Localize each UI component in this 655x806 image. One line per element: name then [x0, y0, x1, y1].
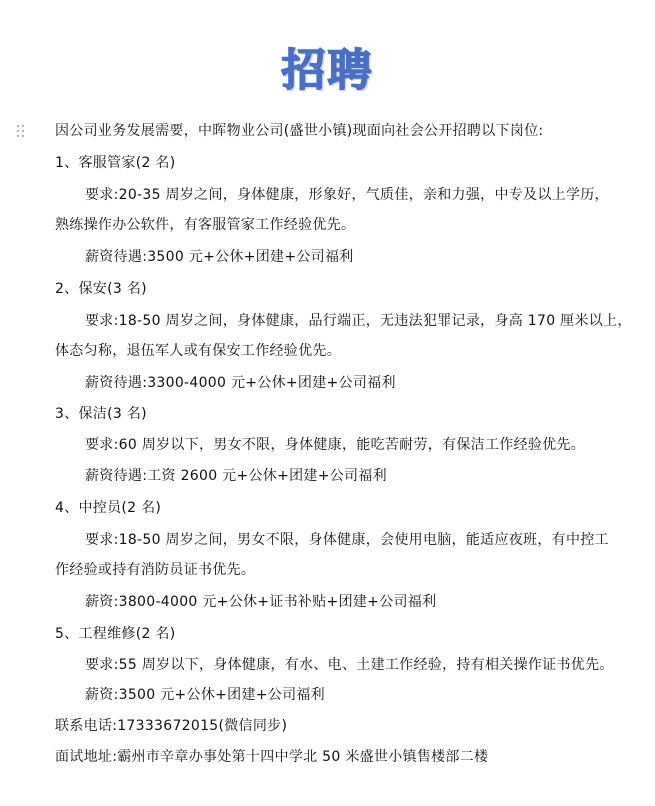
position-salary: 薪资:3800-4000 元+公休+证书补贴+团建+公司福利 — [85, 594, 437, 610]
position-salary: 薪资:3500 元+公休+团建+公司福利 — [85, 687, 325, 703]
position-requirement-cont: 作经验或持有消防员证书优先。 — [55, 562, 256, 578]
page-title: 招聘 — [281, 45, 374, 96]
position-salary: 薪资待遇:3500 元+公休+团建+公司福利 — [85, 249, 354, 265]
position-requirement: 要求:60 周岁以下，男女不限，身体健康，能吃苦耐劳，有保洁工作经验优先。 — [85, 437, 586, 453]
intro-text: 因公司业务发展需要，中晖物业公司(盛世小镇)现面向社会公开招聘以下岗位: — [55, 123, 544, 139]
drag-handle-icon[interactable] — [16, 124, 26, 138]
position-heading: 2、保安(3 名) — [55, 281, 147, 297]
position-requirement: 要求:55 周岁以下，身体健康，有水、电、土建工作经验，持有相关操作证书优先。 — [85, 657, 614, 673]
position-heading: 1、客服管家(2 名) — [55, 155, 176, 171]
interview-address: 面试地址:霸州市辛章办事处第十四中学北 50 米盛世小镇售楼部二楼 — [55, 749, 489, 765]
position-requirement: 要求:18-50 周岁之间，男女不限，身体健康，会使用电脑，能适应夜班，有中控工 — [85, 532, 609, 548]
position-salary: 薪资待遇:工资 2600 元+公休+团建+公司福利 — [85, 468, 387, 484]
position-requirement: 要求:20-35 周岁之间，身体健康，形象好，气质佳，亲和力强，中专及以上学历， — [85, 187, 609, 203]
position-requirement-cont: 体态匀称，退伍军人或有保安工作经验优先。 — [55, 343, 341, 359]
position-salary: 薪资待遇:3300-4000 元+公休+团建+公司福利 — [85, 375, 396, 391]
position-heading: 4、中控员(2 名) — [55, 500, 162, 516]
position-heading: 5、工程维修(2 名) — [55, 626, 176, 642]
contact-phone: 联系电话:17333672015(微信同步) — [55, 718, 288, 734]
position-requirement-cont: 熟练操作办公软件，有客服管家工作经验优先。 — [55, 217, 356, 233]
position-requirement: 要求:18-50 周岁之间，身体健康，品行端正，无违法犯罪记录，身高 170 厘米以上， — [85, 313, 632, 329]
position-heading: 3、保洁(3 名) — [55, 406, 147, 422]
